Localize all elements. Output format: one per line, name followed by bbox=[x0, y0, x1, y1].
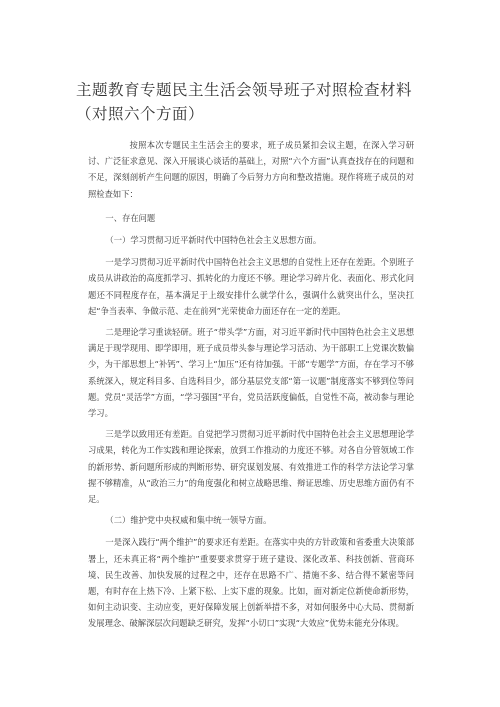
paragraph-third-point: 三是学以致用还有差距。自觉把学习贯彻习近平新时代中国特色社会主义思想理论学习成果，转化为工作实践和理论探索，放到工作推动的力度还不够。对各自分管领域工作的新形势、新问题所形成的判断形势、研究谋划发展、有效推进工作的科学方法论学习掌握不够精准，从“政治三力”的角度强化和树立战略思维、辩证思维、历史思维方面仍有不足。 bbox=[88, 429, 414, 505]
paragraph-first-point: 一是学习贯彻习近平新时代中国特色社会主义思想的自觉性上还存在差距。个别班子成员从讲政治的高度抓学习、抓转化的力度还不够。理论学习碎片化、表面化、形式化问题还不同程度存在，基本满足于上级安排什么就学什么，强调什么就突出什么，坚决扛起“争当表率、争做示范、走在前列”光荣使命力面还存在一定的差距。 bbox=[88, 257, 414, 316]
intro-paragraph: 按照本次专题民主生活会主的要求，班子成员紧扣会议主题，在深入学习研讨、广泛征求意见、深入开展谈心谈话的基础上，对照“六个方面”认真查找存在的问题和不足，深刻剖析产生问题的原因，明确了今后努力方向和整改措施。现作将班子成员的对照检查如下： bbox=[88, 140, 414, 199]
subsection-heading-study: （一）学习贯彻习近平新时代中国特色社会主义思想方面。 bbox=[105, 235, 322, 246]
document-body bbox=[88, 137, 414, 632]
document-title: 主题教育专题民主生活会领导班子对照检查材料（对照六个方面） bbox=[76, 81, 413, 123]
section-heading-problems: 一、存在问题 bbox=[105, 212, 156, 223]
paragraph-second-point: 二是理论学习重读轻研。班子“带头学”方面，对习近平新时代中国特色社会主义思想满足于现学现用、即学即用，班子成员带头参与理论学习活动、为干部职工上党课次数偏少，为干部思想上“补钙”、学习上“加压”还有待加强。干部“专题学”方面，存在学习不够系统深入，规定科目多、自选科目少，部分基层党支部“第一议题”制度落实不够到位等问题。党员“灵活学”方面，“学习强国”平台，党员活跃度偏低，自觉性不高，被动参与理论学习。 bbox=[88, 327, 414, 419]
subsection-heading-authority: （二）维护党中央权威和集中统一领导方面。 bbox=[105, 515, 272, 526]
paragraph-two-safeguards: 一是深入践行“两个维护”的要求还有差距。在落实中央的方针政策和省委重大决策部署上，还未真正将“两个维护”重要要求贯穿于班子建设、深化改革、科技创新、营商环境、民生改善、加快发展的过程之中，还存在思路不广、措施不多、结合得不紧密等问题，有时存在上热下冷、上紧下松、上实下虚的现象。比如，面对新定位新使命新形势，如何主动识变、主动应变，更好保障发展上创新举措不多，对如何服务中心大局、贯彻新发展理念、破解深层次问题缺乏研究，发挥“小切口”实现“大效应”优势未能充分体现。 bbox=[88, 537, 414, 629]
